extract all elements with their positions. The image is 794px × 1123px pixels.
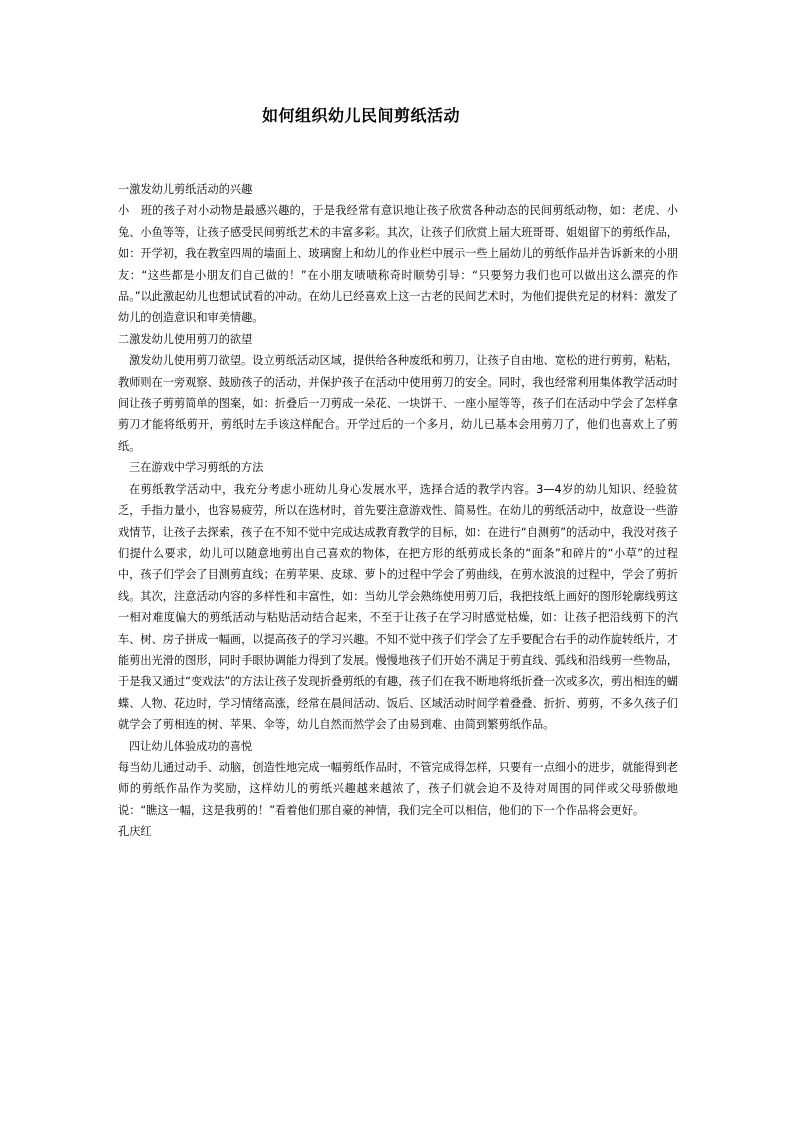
document-title: 如何组织幼儿民间剪纸活动 [261, 106, 460, 125]
section-paragraph-2: 激发幼儿使用剪刀欲望。设立剪纸活动区域，提供给各种废纸和剪刀，让孩子自由地、宽松的进行剪剪，粘粘，教师则在一旁观察、鼓励孩子的活动，并保护孩子在活动中使用剪刀的安全。同时，我也经常利用集体教学活动时间让孩子剪剪简单的图案，如：折叠后一刀剪成一朵花、一块饼干、一座小屋等等，孩子们在活动中学会了怎样拿剪刀才能将纸剪开，剪纸时左手该这样配合。开学过后的一个多月，幼儿已基本会用剪刀了，他们也喜欢上了剪纸。 [118, 354, 678, 453]
section-paragraph-4: 每当幼儿通过动手、动脑，创造性地完成一幅剪纸作品时，不管完成得怎样，只要有一点细小的进步，就能得到老师的剪纸作品作为奖励，这样幼儿的剪纸兴趣越来越浓了，孩子们就会迫不及待对周围的同伴或父母骄傲地说：“瞧这一幅，这是我剪的！”看着他们那自豪的神情，我们完全可以相信，他们的下一个作品将会更好。 [118, 760, 678, 817]
author-name: 孔庆红 [118, 825, 152, 839]
section-paragraph-3: 在剪纸教学活动中，我充分考虑小班幼儿身心发展水平，选择合适的教学内容。3—4岁的幼儿知识、经验贫乏，手指力量小，也容易疲劳，所以在选材时，首先要注意游戏性、简易性。在幼儿的剪纸活动中，故意设一些游戏情节，让孩子去探索，孩子在不知不觉中完成达成教育教学的目标，如：在进行“自测剪”的活动中，我没对孩子们提什么要求，幼儿可以随意地剪出自己喜欢的物体，在把方形的纸剪成长条的“面条”和碎片的“小草”的过程中，孩子们学会了目测剪直线；在剪苹果、皮球、萝卜的过程中学会了剪曲线，在剪水波浪的过程中，学会了剪折线。其次，注意活动内容的多样性和丰富性，如：当幼儿学会熟练使用剪刀后，我把技纸上画好的图形轮廓线剪这一相对难度偏大的剪纸活动与粘贴活动结合起来，不至于让孩子在学习时感觉枯燥，如：让孩子把沿线剪下的汽车、树、房子拼成一幅画，以提高孩子的学习兴趣。不知不觉中孩子们学会了左手要配合右手的动作旋转纸片，才能剪出光滑的图形，同时手眼协调能力得到了发展。慢慢地孩子们开始不满足于剪直线、弧线和沿线剪一些物品，于是我又通过“变戏法”的方法让孩子发现折叠剪纸的有趣，孩子们在我不断地将纸折叠一次或多次，剪出相连的蝴蝶、人物、花边时，学习情绪高涨，经常在晨间活动、饭后、区域活动时间学着叠叠、折折、剪剪，不多久孩子们就学会了剪相连的树、苹果、伞等，幼儿自然而然学会了由易到难、由简到繁剪纸作品。 [118, 482, 678, 732]
section-paragraph-1: 小 班的孩子对小动物是最感兴趣的，于是我经常有意识地让孩子欣赏各种动态的民间剪纸动物，如：老虎、小兔、小鱼等等，让孩子感受民间剪纸艺术的丰富多彩。其次，让孩子们欣赏上届大班哥哥、姐姐留下的剪纸作品，如：开学初，我在教室四周的墙面上、玻璃窗上和幼儿的作业栏中展示一些上届幼儿的剪纸作品并告诉新来的小朋友：“这些都是小朋友们自己做的！”在小朋友啧啧称奇时顺势引导：“只要努力我们也可以做出这么漂亮的作品。”以此激起幼儿也想试试看的冲动。在幼儿已经喜欢上这一古老的民间艺术时，为他们提供充足的材料：激发了幼儿的创造意识和审美情趣。 [118, 204, 678, 325]
section-heading-4: 四让幼儿体验成功的喜悦 [129, 739, 253, 753]
section-heading-1: 一激发幼儿剪纸活动的兴趣 [118, 183, 253, 196]
document-body [118, 179, 678, 843]
section-heading-3: 三在游戏中学习剪纸的方法 [129, 461, 264, 475]
section-heading-2: 二激发幼儿使用剪刀的欲望 [118, 332, 253, 346]
